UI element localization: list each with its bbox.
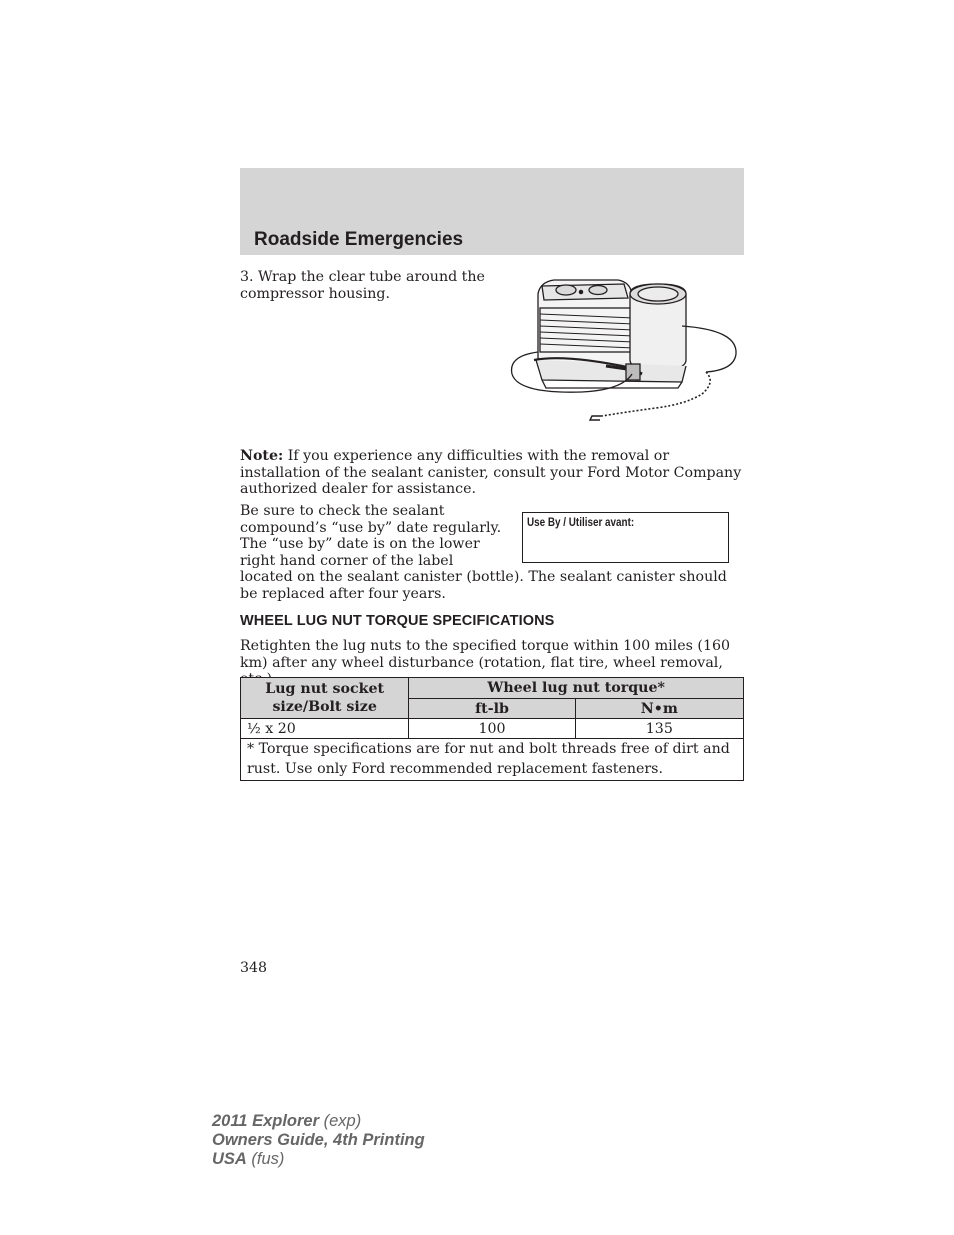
cell-nm: 135 bbox=[575, 719, 743, 739]
footer-line-1 bbox=[212, 1112, 425, 1131]
footer-model-code: (exp) bbox=[319, 1112, 362, 1130]
section-heading: WHEEL LUG NUT TORQUE SPECIFICATIONS bbox=[240, 613, 555, 629]
use-by-paragraph: Be sure to check the sealant compound’s “use by” date regularly. The “use by” date is on the lower right hand corner of the label located on the sealant canister (bottle). The sealant canister should be replaced after four years. bbox=[240, 503, 727, 602]
step-3-text: 3. Wrap the clear tube around the compressor housing. bbox=[240, 269, 485, 302]
cell-size: ½ x 20 bbox=[241, 719, 409, 739]
retighten-paragraph: Retighten the lug nuts to the specified torque within 100 miles (160 km) after any wheel disturbance (rotation, flat tire, wheel removal, bbox=[240, 638, 731, 671]
use-by-paragraph-block bbox=[240, 503, 745, 602]
use-by-label-box bbox=[522, 512, 729, 563]
table-footnote: * Torque specifications are for nut and bolt threads free of dirt and rust. Use only Ford recommended replacement fasteners. bbox=[241, 739, 744, 781]
cell-ftlb: 100 bbox=[409, 719, 575, 739]
col-group-header-torque: Wheel lug nut torque* bbox=[409, 678, 744, 699]
col-header-nm: N•m bbox=[575, 699, 743, 719]
note-paragraph bbox=[240, 448, 745, 498]
note-label: Note: bbox=[240, 448, 284, 464]
section-title: Roadside Emergencies bbox=[254, 229, 464, 250]
footer-line-3 bbox=[212, 1150, 425, 1169]
tire-inflator-compressor-illustration bbox=[506, 270, 742, 428]
footer-line-2 bbox=[212, 1131, 425, 1150]
footer-market: USA bbox=[212, 1150, 247, 1168]
section-header-band bbox=[240, 168, 744, 255]
footer-market-code: (fus) bbox=[246, 1150, 285, 1168]
footer-guide: Owners Guide, 4th Printing bbox=[212, 1131, 425, 1149]
use-by-label-text: Use By / Utiliser avant: bbox=[527, 517, 635, 529]
document-footer bbox=[212, 1112, 425, 1169]
footer-model: 2011 Explorer bbox=[212, 1112, 320, 1130]
page-number: 348 bbox=[240, 960, 268, 976]
torque-spec-table bbox=[240, 677, 744, 781]
col-header-ftlb: ft-lb bbox=[409, 699, 575, 719]
table-footnote-row bbox=[241, 739, 744, 781]
col-header-socket-size: Lug nut socket size/Bolt size bbox=[241, 678, 409, 719]
table-row bbox=[241, 719, 744, 739]
note-text: If you experience any difficulties with the removal or installation of the sealant canister, consult your Ford Motor Company authorized dealer for assistance. bbox=[240, 448, 742, 497]
